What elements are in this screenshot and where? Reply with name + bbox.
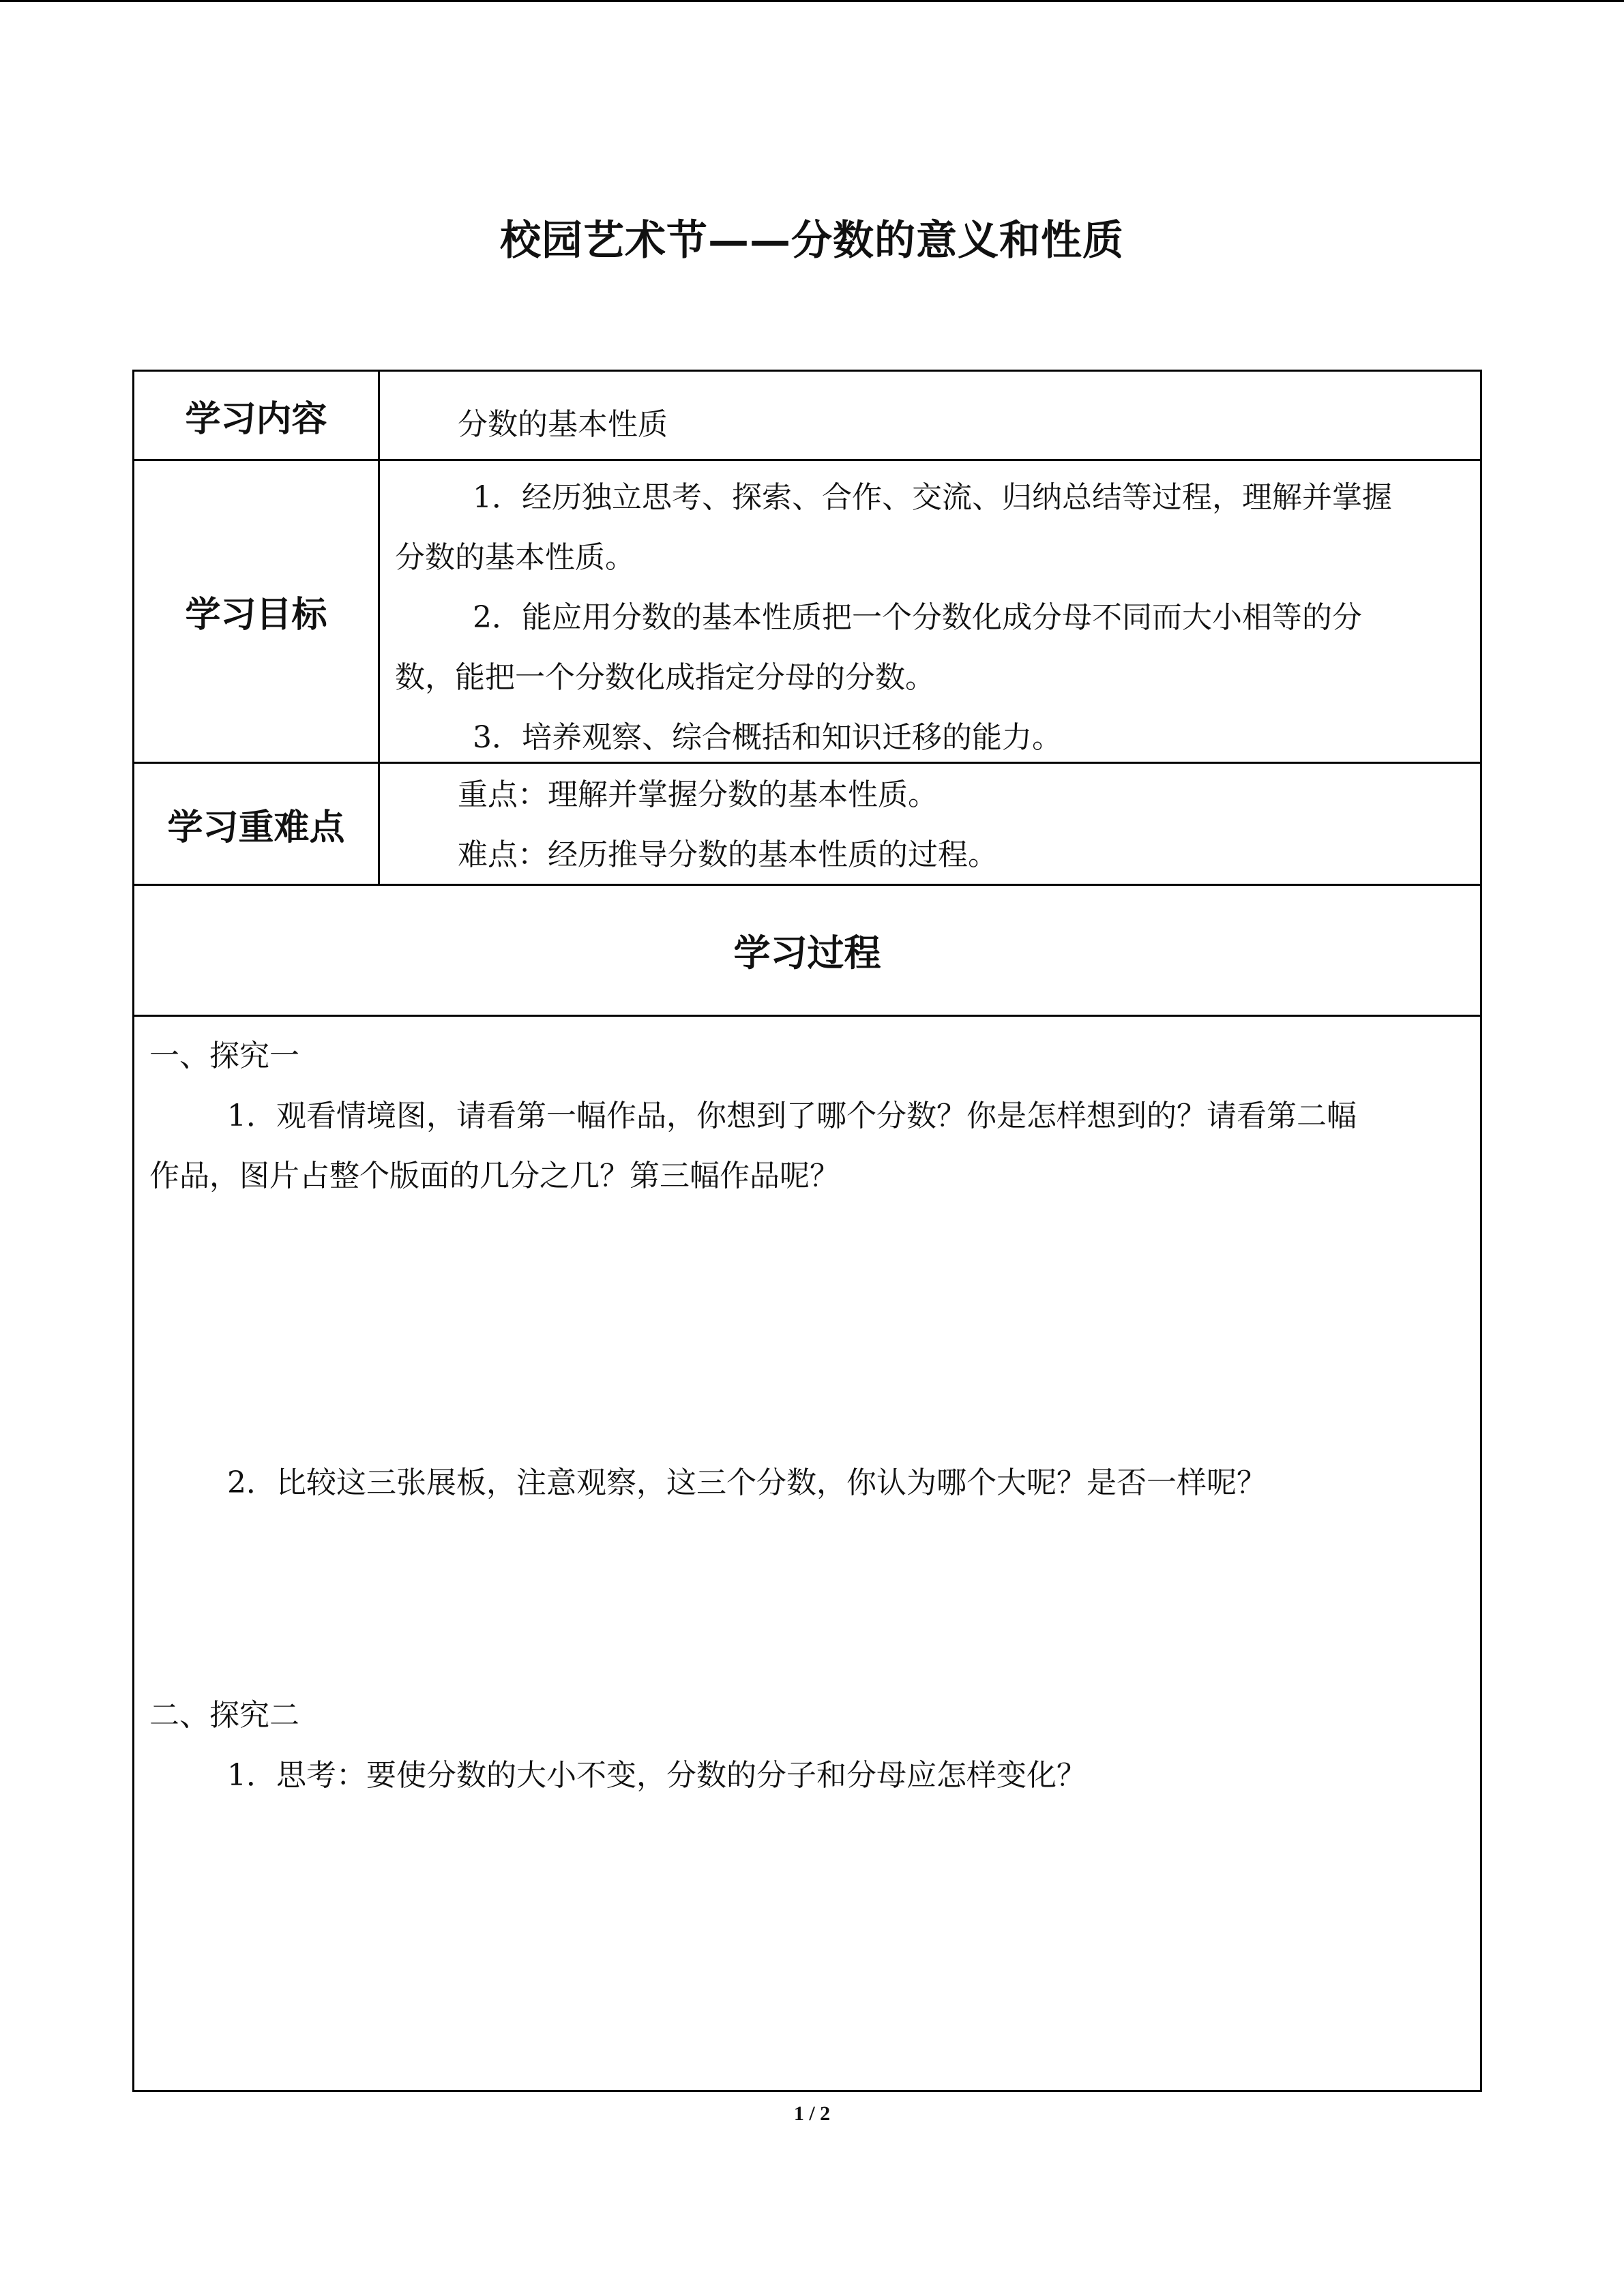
page-top-border — [0, 0, 1624, 2]
part1-block — [149, 1026, 1466, 1206]
page-indicator: 1 / 2 — [793, 2102, 831, 2125]
part2-question-1: 1．思考：要使分数的大小不变，分数的分子和分母应怎样变化？ — [227, 1758, 1087, 1793]
part1-question-line: 作品，图片占整个版面的几分之几？第三幅作品呢？ — [149, 1159, 840, 1193]
label-key-points: 学习重难点 — [134, 764, 380, 884]
goal-line: 2．能应用分数的基本性质把一个分数化成分母不同而大小相等的分 — [473, 600, 1362, 635]
label-learning-content: 学习内容 — [134, 372, 380, 459]
row-learning-content — [134, 372, 1480, 459]
part1-question-line: 1．观看情境图，请看第一幅作品，你想到了哪个分数？你是怎样想到的？请看第二幅 — [227, 1099, 1357, 1133]
learning-content-text: 分数的基本性质 — [458, 407, 668, 442]
row-key-points — [134, 762, 1480, 884]
row-process-body — [134, 1015, 1480, 2092]
goal-line: 数，能把一个分数化成指定分母的分数。 — [395, 660, 935, 695]
goal-line: 3．培养观察、综合概括和知识迁移的能力。 — [473, 720, 1062, 755]
worksheet-table — [132, 370, 1482, 2092]
part1-heading: 一、探究一 — [149, 1039, 299, 1073]
goal-line: 分数的基本性质。 — [395, 540, 635, 575]
difficulty-line: 难点：经历推导分数的基本性质的过程。 — [458, 837, 998, 872]
row-learning-goals — [134, 459, 1480, 762]
label-learning-goals: 学习目标 — [134, 461, 380, 762]
document-title: 校园艺术节——分数的意义和性质 — [500, 217, 1124, 265]
part1-question2-block — [149, 1453, 1466, 1513]
part2-block — [149, 1686, 1466, 1806]
key-point-line: 重点：理解并掌握分数的基本性质。 — [458, 777, 938, 812]
goal-line: 1．经历独立思考、探索、合作、交流、归纳总结等过程，理解并掌握 — [473, 480, 1392, 515]
row-process-header — [134, 884, 1480, 1015]
part2-heading: 二、探究二 — [149, 1698, 299, 1733]
cell-learning-content — [380, 372, 1480, 459]
cell-key-points — [380, 764, 1480, 884]
cell-learning-goals — [380, 461, 1480, 762]
part1-question-2: 2．比较这三张展板，注意观察，这三个分数，你认为哪个大呢？是否一样呢？ — [227, 1465, 1267, 1500]
process-header: 学习过程 — [733, 931, 881, 974]
